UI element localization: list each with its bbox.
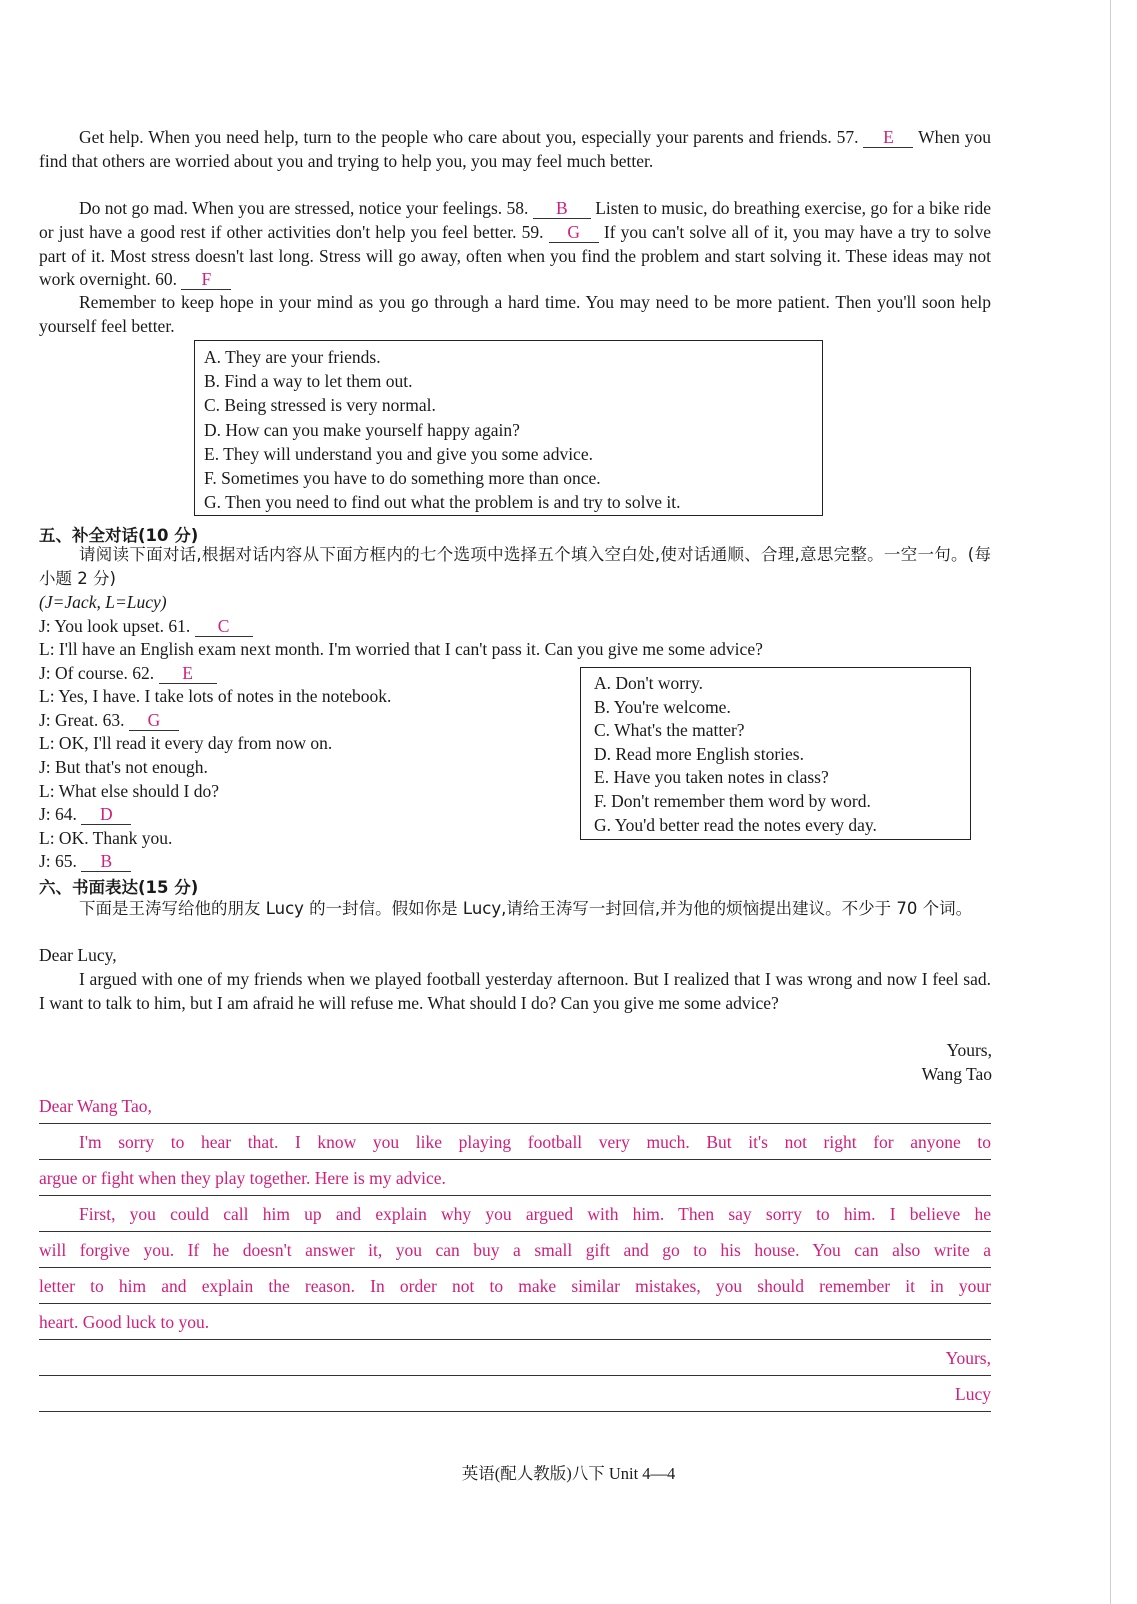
reading-paragraph-3: Remember to keep hope in your mind as you go through a hard time. You may need to be more patient. Then you'll soon help yourself feel better. [39, 292, 991, 336]
text-run: Get help. When you need help, turn to the people who care about you, especially your parents and friends. 57. [79, 127, 859, 147]
letter-closing: Yours, [946, 1040, 992, 1060]
option-e: E. They will understand you and give you some advice. [204, 443, 593, 464]
dialogue-line-1 [39, 615, 991, 639]
dialogue-line-8: L: What else should I do? [39, 781, 219, 801]
text-run: J: Great. 63. [39, 710, 129, 730]
answer-line-7: heart. Good luck to you. [39, 1303, 991, 1340]
text-run: J: You look upset. 61. [39, 616, 195, 636]
answer-line-2: I'm sorry to hear that. I know you like playing football very much. But it's not right for anyone to [39, 1123, 991, 1160]
dialogue-option-d: D. Read more English stories. [594, 743, 804, 764]
dialogue-line-7: J: But that's not enough. [39, 757, 208, 777]
answer-57: E [863, 128, 913, 148]
reading-paragraph-2 [39, 197, 991, 292]
text-run: J: 65. [39, 851, 82, 871]
option-g: G. Then you need to find out what the problem is and try to solve it. [204, 492, 681, 513]
dialogue-option-e: E. Have you taken notes in class? [594, 767, 829, 788]
answer-line-1: Dear Wang Tao, [39, 1087, 991, 1124]
letter-body: I argued with one of my friends when we played football yesterday afternoon. But I realized that I was wrong and now I feel sad. I want to talk to him, but I am afraid he will refuse me. What should I do? Can you give me some advice? [39, 969, 991, 1013]
reading-paragraph-1 [39, 126, 991, 174]
text-run: J: Of course. 62. [39, 663, 159, 683]
page-edge-line [1110, 0, 1111, 1604]
answer-65: B [81, 852, 131, 872]
option-f: F. Sometimes you have to do something more than once. [204, 468, 601, 489]
dialogue-option-g: G. You'd better read the notes every day. [594, 814, 877, 835]
answer-line-3: argue or fight when they play together. Here is my advice. [39, 1159, 991, 1196]
dialogue-options-box [580, 667, 971, 840]
page-footer: 英语(配人教版)八下 Unit 4—4 [461, 1464, 676, 1483]
answer-63: G [129, 711, 179, 731]
dialogue-option-b: B. You're welcome. [594, 696, 731, 717]
answer-line-6: letter to him and explain the reason. In order not to make similar mistakes, you should remember it in your [39, 1267, 991, 1304]
answer-58: B [533, 199, 591, 219]
section-6-instruction: 下面是王涛写给他的朋友 Lucy 的一封信。假如你是 Lucy,请给王涛写一封回信,并为他的烦恼提出建议。不少于 70 个词。 [79, 899, 973, 918]
dialogue-option-f: F. Don't remember them word by word. [594, 790, 871, 811]
dialogue-option-c: C. What's the matter? [594, 720, 745, 741]
answer-60: F [181, 270, 231, 290]
text-run: J: 64. [39, 804, 82, 824]
dialogue-line-6: L: OK, I'll read it every day from now on. [39, 733, 333, 753]
answer-64: D [81, 805, 131, 825]
dialogue-option-a: A. Don't worry. [594, 673, 703, 693]
answer-59: G [549, 223, 599, 243]
text-run: Listen to music, do breathing exercise, go for a bike ride or just have a good rest if other activities don't help you feel better. 59. [39, 198, 991, 242]
dialogue-roles: (J=Jack, L=Lucy) [39, 592, 167, 612]
dialogue-line-2: L: I'll have an English exam next month. I'm worried that I can't pass it. Can you give me some advice? [39, 639, 763, 659]
dialogue-line-10: L: OK. Thank you. [39, 828, 173, 848]
letter-greeting: Dear Lucy, [39, 945, 117, 965]
section-6-heading: 六、书面表达(15 分) [39, 878, 199, 897]
text-run: Do not go mad. When you are stressed, notice your feelings. 58. [79, 198, 529, 218]
answer-line-9: Lucy [39, 1375, 991, 1412]
answer-62: E [159, 664, 217, 684]
option-b: B. Find a way to let them out. [204, 371, 413, 392]
option-c: C. Being stressed is very normal. [204, 395, 436, 416]
letter-signature: Wang Tao [921, 1064, 992, 1084]
option-a: A. They are your friends. [204, 347, 381, 367]
answer-line-4: First, you could call him up and explain why you argued with him. Then say sorry to him. I believe he [39, 1195, 991, 1232]
section-5-heading: 五、补全对话(10 分) [39, 526, 199, 545]
answer-line-5: will forgive you. If he doesn't answer it, you can buy a small gift and go to his house. You can also write a [39, 1231, 991, 1268]
text-run: If you can't solve all of it, you may have a try to solve part of it. Most stress doesn't last long. Stress will go away, often when you find the problem and start solving it. These ideas may not work overnight. 60. [39, 221, 991, 290]
answer-line-8: Yours, [39, 1339, 991, 1376]
section-5-instruction: 请阅读下面对话,根据对话内容从下面方框内的七个选项中选择五个填入空白处,使对话通顺、合理,意思完整。一空一句。(每小题 2 分) [39, 545, 991, 588]
reading-options-box [194, 340, 823, 516]
dialogue-line-4: L: Yes, I have. I take lots of notes in the notebook. [39, 686, 392, 706]
text-run: When you find that others are worried about you and trying to help you, you may feel much better. [39, 127, 992, 171]
answer-61: C [195, 617, 253, 637]
option-d: D. How can you make yourself happy again? [204, 419, 520, 440]
dialogue-line-11 [39, 850, 991, 874]
